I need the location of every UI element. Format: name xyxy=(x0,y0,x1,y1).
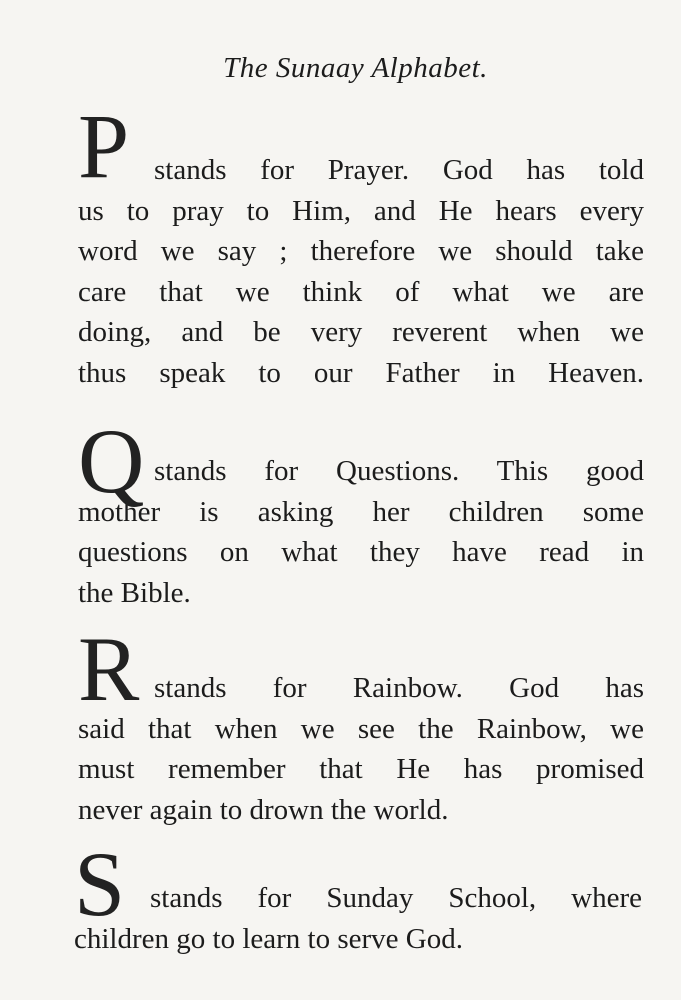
alphabet-entry-r xyxy=(78,618,644,830)
text-line: doing, and be very reverent when we xyxy=(78,316,644,348)
text-line: care that we think of what we are xyxy=(78,275,644,308)
text-line: stands for Rainbow. God has xyxy=(154,672,644,704)
drop-cap-letter: Q xyxy=(78,410,145,512)
text-line: never again to drown the world. xyxy=(78,793,449,826)
text-line: the Bible. xyxy=(78,576,191,609)
text-line: must remember that He has promised xyxy=(78,753,644,785)
running-header: The Sunaay Alphabet. xyxy=(223,52,488,84)
text-line: stands for Prayer. God has told xyxy=(154,154,644,186)
text-line: us to pray to Him, and He hears every xyxy=(78,194,644,227)
text-line: word we say ; therefore we should take xyxy=(78,235,644,267)
text-line: stands for Questions. This good xyxy=(154,455,644,487)
text-line: mother is asking her children some xyxy=(78,495,644,528)
text-line: children go to learn to serve God. xyxy=(74,922,463,955)
text-line: stands for Sunday School, where xyxy=(150,882,642,914)
text-line: thus speak to our Father in Heaven. xyxy=(78,356,644,389)
drop-cap-letter: P xyxy=(78,95,130,197)
alphabet-entry-s xyxy=(74,833,642,959)
text-line: questions on what they have read in xyxy=(78,536,644,568)
alphabet-entry-q xyxy=(78,410,644,613)
alphabet-entry-p xyxy=(78,95,644,393)
drop-cap-letter: S xyxy=(74,833,126,935)
text-line: said that when we see the Rainbow, we xyxy=(78,712,644,745)
drop-cap-letter: R xyxy=(78,618,140,720)
